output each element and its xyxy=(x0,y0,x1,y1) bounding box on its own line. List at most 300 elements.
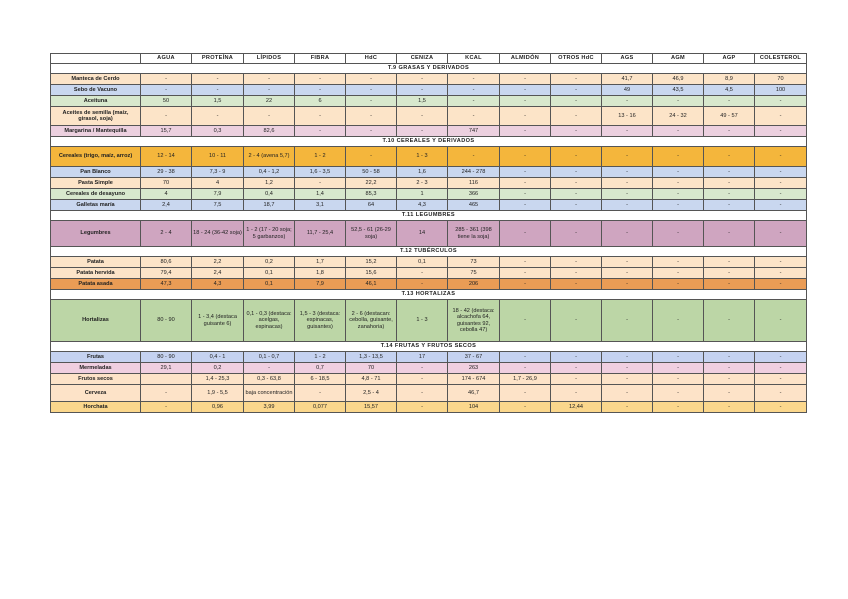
value-cell: 2 - 3 xyxy=(397,178,448,189)
value-cell: - xyxy=(551,300,602,342)
value-cell: - xyxy=(500,85,551,96)
value-cell: - xyxy=(602,147,653,167)
value-cell: 10 - 11 xyxy=(192,147,244,167)
value-cell: - xyxy=(244,363,295,374)
value-cell: 6 - 18,5 xyxy=(295,374,346,385)
value-cell: - xyxy=(602,178,653,189)
value-cell: - xyxy=(192,107,244,126)
value-cell: - xyxy=(704,363,755,374)
value-cell: - xyxy=(653,352,704,363)
value-cell: - xyxy=(551,126,602,137)
value-cell: - xyxy=(704,167,755,178)
value-cell: - xyxy=(551,385,602,402)
table-row xyxy=(51,374,807,385)
table-row xyxy=(51,221,807,247)
value-cell: 1,2 xyxy=(244,178,295,189)
value-cell: - xyxy=(602,374,653,385)
value-cell: 73 xyxy=(448,257,500,268)
value-cell: - xyxy=(602,200,653,211)
value-cell: - xyxy=(704,147,755,167)
value-cell: 285 - 361 (398 tiene la soja) xyxy=(448,221,500,247)
food-name-cell: Horchata xyxy=(51,402,141,413)
value-cell: - xyxy=(755,352,807,363)
value-cell: 46,7 xyxy=(448,385,500,402)
table-row xyxy=(51,74,807,85)
value-cell: - xyxy=(755,200,807,211)
food-name-cell: Galletas maría xyxy=(51,200,141,211)
value-cell: 1 - 2 (17 - 20 soja; 5 garbanzos) xyxy=(244,221,295,247)
value-cell: - xyxy=(397,126,448,137)
value-cell: 1,5 xyxy=(192,96,244,107)
table-row xyxy=(51,96,807,107)
value-cell: - xyxy=(755,107,807,126)
table-row xyxy=(51,200,807,211)
value-cell: - xyxy=(602,126,653,137)
value-cell: - xyxy=(653,300,704,342)
value-cell: 70 xyxy=(346,363,397,374)
section-title: T.11 LEGUMBRES xyxy=(51,211,807,221)
value-cell: - xyxy=(755,257,807,268)
value-cell: - xyxy=(295,178,346,189)
value-cell: 3,99 xyxy=(244,402,295,413)
value-cell: 0,1 xyxy=(397,257,448,268)
value-cell: - xyxy=(141,385,192,402)
value-cell: 1,4 - 25,3 xyxy=(192,374,244,385)
food-name-cell: Cerveza xyxy=(51,385,141,402)
value-cell: 1 - 2 xyxy=(295,147,346,167)
value-cell: - xyxy=(346,126,397,137)
value-cell: - xyxy=(500,147,551,167)
section-title: T.13 HORTALIZAS xyxy=(51,290,807,300)
value-cell: - xyxy=(500,300,551,342)
table-row xyxy=(51,385,807,402)
value-cell: 1,6 xyxy=(397,167,448,178)
value-cell: - xyxy=(346,85,397,96)
value-cell: 2,2 xyxy=(192,257,244,268)
value-cell: 50 xyxy=(141,96,192,107)
food-name-cell: Margarina / Mantequilla xyxy=(51,126,141,137)
value-cell: - xyxy=(755,268,807,279)
value-cell: 104 xyxy=(448,402,500,413)
value-cell: - xyxy=(602,167,653,178)
food-name-cell: Mermeladas xyxy=(51,363,141,374)
column-header: HdC xyxy=(346,54,397,64)
value-cell: 15,6 xyxy=(346,268,397,279)
value-cell: - xyxy=(397,374,448,385)
value-cell: - xyxy=(551,363,602,374)
value-cell: - xyxy=(704,126,755,137)
value-cell: 43,5 xyxy=(653,85,704,96)
column-header: LÍPIDOS xyxy=(244,54,295,64)
table-row xyxy=(51,189,807,200)
value-cell: - xyxy=(602,279,653,290)
value-cell: 465 xyxy=(448,200,500,211)
value-cell: - xyxy=(500,221,551,247)
value-cell: - xyxy=(551,374,602,385)
table-row xyxy=(51,268,807,279)
value-cell: - xyxy=(755,189,807,200)
value-cell: 12 - 14 xyxy=(141,147,192,167)
section-header-row xyxy=(51,247,807,257)
value-cell: 15,57 xyxy=(346,402,397,413)
column-header: AGP xyxy=(704,54,755,64)
value-cell: 29 - 38 xyxy=(141,167,192,178)
value-cell: - xyxy=(704,189,755,200)
value-cell: 1 - 3,4 (destaca guisante 6) xyxy=(192,300,244,342)
value-cell: - xyxy=(755,167,807,178)
header-corner xyxy=(51,54,141,64)
value-cell: 17 xyxy=(397,352,448,363)
value-cell: 18,7 xyxy=(244,200,295,211)
value-cell: 2,4 xyxy=(141,200,192,211)
value-cell: - xyxy=(141,402,192,413)
value-cell: - xyxy=(602,257,653,268)
value-cell: - xyxy=(295,74,346,85)
value-cell: - xyxy=(653,221,704,247)
value-cell: 4,3 xyxy=(192,279,244,290)
table-row xyxy=(51,147,807,167)
value-cell: 49 - 57 xyxy=(704,107,755,126)
value-cell: 7,3 - 9 xyxy=(192,167,244,178)
value-cell: 80 - 90 xyxy=(141,300,192,342)
header-row xyxy=(51,54,807,64)
column-header: COLESTEROL xyxy=(755,54,807,64)
column-header: AGUA xyxy=(141,54,192,64)
value-cell: 11,7 - 25,4 xyxy=(295,221,346,247)
food-name-cell: Patata asada xyxy=(51,279,141,290)
value-cell: 49 xyxy=(602,85,653,96)
value-cell: - xyxy=(397,363,448,374)
table-row xyxy=(51,279,807,290)
value-cell: - xyxy=(755,126,807,137)
value-cell: - xyxy=(346,96,397,107)
value-cell: - xyxy=(653,279,704,290)
section-header-row xyxy=(51,290,807,300)
value-cell: - xyxy=(602,385,653,402)
value-cell: - xyxy=(551,107,602,126)
value-cell: 1,9 - 5,5 xyxy=(192,385,244,402)
value-cell: 0,4 - 1 xyxy=(192,352,244,363)
value-cell: 82,6 xyxy=(244,126,295,137)
value-cell: - xyxy=(704,268,755,279)
value-cell: - xyxy=(602,189,653,200)
value-cell: - xyxy=(653,257,704,268)
value-cell: 1 - 3 xyxy=(397,300,448,342)
value-cell: 64 xyxy=(346,200,397,211)
value-cell: - xyxy=(551,200,602,211)
value-cell: - xyxy=(704,374,755,385)
value-cell: - xyxy=(704,221,755,247)
value-cell: - xyxy=(500,74,551,85)
food-name-cell: Patata hervida xyxy=(51,268,141,279)
section-header-row xyxy=(51,64,807,74)
value-cell: - xyxy=(500,107,551,126)
value-cell: 15,7 xyxy=(141,126,192,137)
value-cell: 0,1 - 0,3 (destaca: acelgas, espinacas) xyxy=(244,300,295,342)
value-cell: - xyxy=(551,352,602,363)
food-name-cell: Hortalizas xyxy=(51,300,141,342)
value-cell: 0,2 xyxy=(192,363,244,374)
value-cell: - xyxy=(500,268,551,279)
food-name-cell: Sebo de Vacuno xyxy=(51,85,141,96)
section-title: T.12 TUBÉRCULOS xyxy=(51,247,807,257)
value-cell: 1,7 xyxy=(295,257,346,268)
value-cell: - xyxy=(755,178,807,189)
value-cell: 80,6 xyxy=(141,257,192,268)
value-cell: - xyxy=(397,402,448,413)
value-cell: - xyxy=(141,74,192,85)
value-cell: - xyxy=(551,257,602,268)
value-cell: - xyxy=(295,107,346,126)
value-cell: 100 xyxy=(755,85,807,96)
value-cell: - xyxy=(448,74,500,85)
value-cell: - xyxy=(755,374,807,385)
value-cell: - xyxy=(704,300,755,342)
value-cell: - xyxy=(551,96,602,107)
value-cell: - xyxy=(653,167,704,178)
value-cell: 7,9 xyxy=(192,189,244,200)
value-cell: - xyxy=(244,74,295,85)
value-cell: - xyxy=(397,268,448,279)
value-cell: - xyxy=(448,147,500,167)
value-cell: - xyxy=(704,402,755,413)
value-cell: 1,5 - 3 (destaca: espinacas, guisantes) xyxy=(295,300,346,342)
table-row xyxy=(51,178,807,189)
value-cell: - xyxy=(295,385,346,402)
value-cell: 0,7 xyxy=(295,363,346,374)
value-cell: 263 xyxy=(448,363,500,374)
value-cell: - xyxy=(551,279,602,290)
column-header: OTROS HdC xyxy=(551,54,602,64)
value-cell: 85,3 xyxy=(346,189,397,200)
value-cell: - xyxy=(192,85,244,96)
value-cell: - xyxy=(602,96,653,107)
value-cell: 1,7 - 26,9 xyxy=(500,374,551,385)
value-cell: 1,4 xyxy=(295,189,346,200)
value-cell: - xyxy=(653,189,704,200)
value-cell: 70 xyxy=(141,178,192,189)
food-name-cell: Patata xyxy=(51,257,141,268)
value-cell: 14 xyxy=(397,221,448,247)
value-cell: 4 xyxy=(192,178,244,189)
value-cell: 46,9 xyxy=(653,74,704,85)
value-cell: 1 - 2 xyxy=(295,352,346,363)
value-cell: - xyxy=(551,74,602,85)
value-cell: 7,9 xyxy=(295,279,346,290)
value-cell: - xyxy=(397,385,448,402)
food-name-cell: Pasta Simple xyxy=(51,178,141,189)
food-name-cell: Cereales de desayuno xyxy=(51,189,141,200)
value-cell: 41,7 xyxy=(602,74,653,85)
value-cell: - xyxy=(653,200,704,211)
value-cell: - xyxy=(295,126,346,137)
value-cell: - xyxy=(704,96,755,107)
value-cell: 79,4 xyxy=(141,268,192,279)
table-row xyxy=(51,352,807,363)
value-cell: - xyxy=(551,167,602,178)
value-cell: - xyxy=(500,402,551,413)
value-cell: - xyxy=(500,363,551,374)
value-cell xyxy=(141,374,192,385)
value-cell: - xyxy=(346,74,397,85)
value-cell: 4,3 xyxy=(397,200,448,211)
value-cell: - xyxy=(704,257,755,268)
value-cell: 0,1 - 0,7 xyxy=(244,352,295,363)
value-cell: - xyxy=(551,189,602,200)
value-cell: 29,1 xyxy=(141,363,192,374)
value-cell: - xyxy=(551,221,602,247)
table-row xyxy=(51,402,807,413)
value-cell: 0,4 xyxy=(244,189,295,200)
value-cell: - xyxy=(602,352,653,363)
value-cell: - xyxy=(755,147,807,167)
value-cell: 0,3 - 63,8 xyxy=(244,374,295,385)
table-row xyxy=(51,85,807,96)
value-cell: - xyxy=(602,300,653,342)
table-row xyxy=(51,107,807,126)
section-header-row xyxy=(51,342,807,352)
column-header: FIBRA xyxy=(295,54,346,64)
value-cell: - xyxy=(704,200,755,211)
value-cell: - xyxy=(602,221,653,247)
food-name-cell: Aceituna xyxy=(51,96,141,107)
food-name-cell: Frutas xyxy=(51,352,141,363)
value-cell: 0,1 xyxy=(244,279,295,290)
value-cell: 22,2 xyxy=(346,178,397,189)
value-cell: 1,5 xyxy=(397,96,448,107)
value-cell: 2 - 4 (avena 5,7) xyxy=(244,147,295,167)
value-cell: 7,5 xyxy=(192,200,244,211)
value-cell: 0,077 xyxy=(295,402,346,413)
value-cell: 1,6 - 3,5 xyxy=(295,167,346,178)
table-row xyxy=(51,363,807,374)
value-cell: - xyxy=(500,178,551,189)
value-cell: - xyxy=(500,189,551,200)
value-cell: 2 - 4 xyxy=(141,221,192,247)
value-cell: 1 xyxy=(397,189,448,200)
value-cell: 244 - 278 xyxy=(448,167,500,178)
value-cell: - xyxy=(397,107,448,126)
nutrition-table xyxy=(50,53,807,413)
value-cell: - xyxy=(500,167,551,178)
value-cell: - xyxy=(551,178,602,189)
value-cell: 0,1 xyxy=(244,268,295,279)
value-cell: - xyxy=(448,107,500,126)
value-cell: 366 xyxy=(448,189,500,200)
value-cell: 206 xyxy=(448,279,500,290)
column-header: PROTEÍNA xyxy=(192,54,244,64)
column-header: KCAL xyxy=(448,54,500,64)
value-cell: 1,8 xyxy=(295,268,346,279)
value-cell: - xyxy=(602,363,653,374)
value-cell: - xyxy=(244,85,295,96)
table-row xyxy=(51,126,807,137)
value-cell: - xyxy=(755,279,807,290)
value-cell: - xyxy=(653,147,704,167)
food-name-cell: Aceites de semilla (maíz, girasol, soja) xyxy=(51,107,141,126)
value-cell: 80 - 90 xyxy=(141,352,192,363)
value-cell: - xyxy=(653,402,704,413)
value-cell: - xyxy=(755,221,807,247)
value-cell: 116 xyxy=(448,178,500,189)
value-cell: - xyxy=(500,279,551,290)
value-cell: 18 - 24 (36-42 soja) xyxy=(192,221,244,247)
value-cell: 46,1 xyxy=(346,279,397,290)
table-row xyxy=(51,257,807,268)
value-cell: 2 - 6 (destacan: cebolla, guisante, zanahoria) xyxy=(346,300,397,342)
food-name-cell: Legumbres xyxy=(51,221,141,247)
value-cell: - xyxy=(755,385,807,402)
value-cell: 13 - 16 xyxy=(602,107,653,126)
value-cell: - xyxy=(141,107,192,126)
column-header: AGM xyxy=(653,54,704,64)
section-header-row xyxy=(51,211,807,221)
value-cell: - xyxy=(500,126,551,137)
value-cell: - xyxy=(704,178,755,189)
table-row xyxy=(51,300,807,342)
section-title: T.9 GRASAS Y DERIVADOS xyxy=(51,64,807,74)
value-cell: 15,2 xyxy=(346,257,397,268)
value-cell: 12,44 xyxy=(551,402,602,413)
value-cell: 37 - 67 xyxy=(448,352,500,363)
value-cell: - xyxy=(244,107,295,126)
value-cell: - xyxy=(397,74,448,85)
column-header: CENIZA xyxy=(397,54,448,64)
value-cell: - xyxy=(704,352,755,363)
value-cell: - xyxy=(500,200,551,211)
value-cell: 4 xyxy=(141,189,192,200)
value-cell: - xyxy=(653,96,704,107)
value-cell: 8,9 xyxy=(704,74,755,85)
section-header-row xyxy=(51,137,807,147)
value-cell: 18 - 42 (destaca: alcachofa 64, guisantes 92, cebolla 47) xyxy=(448,300,500,342)
value-cell: 47,3 xyxy=(141,279,192,290)
value-cell: 24 - 32 xyxy=(653,107,704,126)
value-cell: - xyxy=(704,279,755,290)
value-cell: - xyxy=(653,178,704,189)
value-cell: 52,5 - 61 (26-29 soja) xyxy=(346,221,397,247)
value-cell: 50 - 58 xyxy=(346,167,397,178)
value-cell: 2,4 xyxy=(192,268,244,279)
value-cell: - xyxy=(500,96,551,107)
column-header: ALMIDÓN xyxy=(500,54,551,64)
food-name-cell: Frutos secos xyxy=(51,374,141,385)
value-cell: - xyxy=(653,385,704,402)
section-title: T.10 CEREALES Y DERIVADOS xyxy=(51,137,807,147)
value-cell: - xyxy=(551,147,602,167)
value-cell: - xyxy=(192,74,244,85)
value-cell: 75 xyxy=(448,268,500,279)
food-name-cell: Pan Blanco xyxy=(51,167,141,178)
value-cell: - xyxy=(653,126,704,137)
value-cell: 6 xyxy=(295,96,346,107)
value-cell: 0,2 xyxy=(244,257,295,268)
column-header: AGS xyxy=(602,54,653,64)
value-cell: - xyxy=(346,147,397,167)
food-name-cell: Manteca de Cerdo xyxy=(51,74,141,85)
value-cell: 4,8 - 71 xyxy=(346,374,397,385)
food-name-cell: Cereales (trigo, maíz, arroz) xyxy=(51,147,141,167)
value-cell: - xyxy=(602,268,653,279)
value-cell: - xyxy=(755,300,807,342)
value-cell: 3,1 xyxy=(295,200,346,211)
value-cell: - xyxy=(755,363,807,374)
value-cell: 747 xyxy=(448,126,500,137)
value-cell: 4,5 xyxy=(704,85,755,96)
value-cell: 174 - 674 xyxy=(448,374,500,385)
value-cell: - xyxy=(397,279,448,290)
value-cell: - xyxy=(704,385,755,402)
